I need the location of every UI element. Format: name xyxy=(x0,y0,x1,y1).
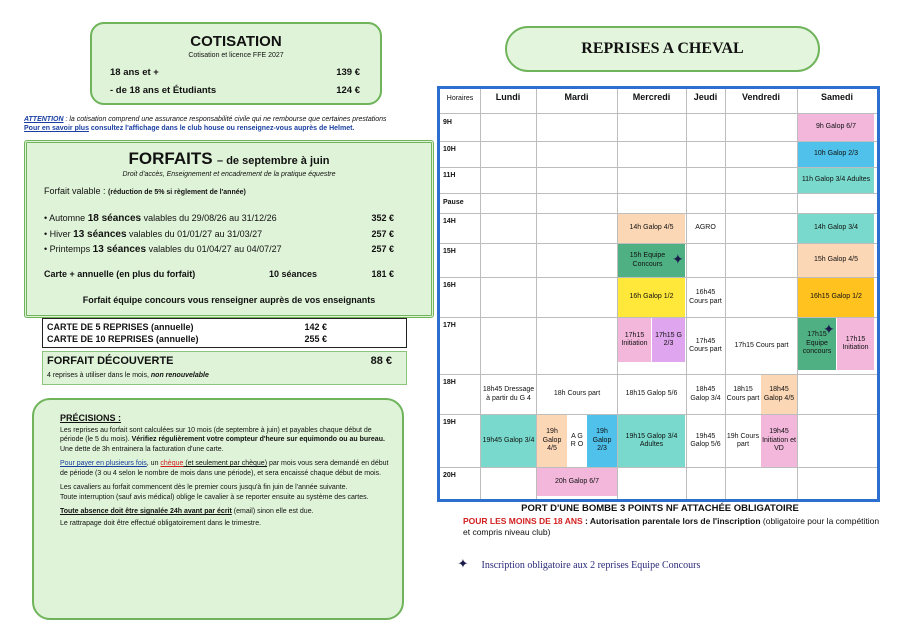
cotisation-price: 124 € xyxy=(336,85,360,96)
forfait-dates: valables du 01/01/27 au 31/03/27 xyxy=(126,229,263,239)
col-header-vendredi: Vendredi xyxy=(741,92,780,102)
carte-annuelle-count: 10 séances xyxy=(269,269,318,279)
col-header-mardi: Mardi xyxy=(564,92,589,102)
course-cell: AGRO xyxy=(695,224,716,232)
carte-10-row xyxy=(47,334,327,344)
course-cell: 17h15 Initiation xyxy=(837,318,874,370)
row-header-16h: 16H xyxy=(443,282,456,289)
precisions-paragraph-3: Les cavaliers au forfait commencent dès le premier cours jusqu'à fin juin de l'année suivante. xyxy=(60,484,348,491)
cotisation-label: - de 18 ans et Étudiants xyxy=(110,85,217,96)
forfait-line-printemps xyxy=(44,244,394,255)
attention-note xyxy=(24,115,424,133)
forfaits-title xyxy=(27,149,431,169)
precisions-paragraph-5: Toute absence doit être signalée 24h avant par écrit (email) sinon elle est due. xyxy=(60,508,314,515)
moins-18-notice xyxy=(463,516,883,538)
course-cell: 14h Galop 3/4 xyxy=(798,214,874,243)
attention-more-text: consultez l'affichage dans le club house ou renseignez-vous auprès de Helmet. xyxy=(88,125,355,132)
course-cell: 18h15 Cours part xyxy=(726,386,760,402)
course-cell: 10h Galop 2/3 xyxy=(798,142,874,167)
course-cell: 19h45 Galop 3/4 xyxy=(481,415,536,467)
inscription-text: Inscription obligatoire aux 2 reprises Equipe Concours xyxy=(481,560,701,571)
forfaits-valable xyxy=(44,186,246,196)
forfaits-valable-note: (réduction de 5% si règlement de l'année) xyxy=(108,189,246,196)
precisions-paragraph-4: Toute interruption (sauf avis médical) oblige le cavalier à se reporter ensuite au système des cartes. xyxy=(60,493,369,501)
row-header-15h: 15H xyxy=(443,248,456,255)
forfait-line-hiver xyxy=(44,229,394,240)
row-header-10h: 10H xyxy=(443,146,456,153)
course-cell: 15h Equipe Concours xyxy=(618,244,685,277)
attention-more-label: Pour en savoir plus xyxy=(24,125,89,132)
course-cell: 16h15 Galop 1/2 xyxy=(798,278,874,317)
carte-price: 255 € xyxy=(304,334,327,344)
col-header-horaires: Horaires xyxy=(446,95,474,102)
forfaits-box xyxy=(24,140,434,318)
carte-annuelle-line xyxy=(44,269,394,279)
forfait-line-automne xyxy=(44,213,394,224)
course-cell: 18h45 Galop 4/5 xyxy=(761,375,797,414)
course-cell: 11h Galop 3/4 Adultes xyxy=(798,168,874,193)
course-cell: 17h15 Equipe concours xyxy=(798,318,836,370)
course-cell: 17h15 Cours part xyxy=(734,341,789,349)
forfait-price: 257 € xyxy=(371,229,394,239)
forfaits-title-main: FORFAITS xyxy=(128,149,213,168)
course-cell: 9h Galop 6/7 xyxy=(798,114,874,141)
course-cell: A G R O xyxy=(570,432,584,448)
course-cell: 17h45 Cours part xyxy=(689,337,722,353)
row-header-19h: 19H xyxy=(443,419,456,426)
decouverte-title: FORFAIT DÉCOUVERTE xyxy=(47,355,174,367)
carte-label: CARTE DE 5 REPRISES (annuelle) xyxy=(47,322,194,332)
cotisation-title: COTISATION xyxy=(190,33,282,50)
forfait-price: 257 € xyxy=(371,244,394,254)
forfait-equipe-note: Forfait équipe concours vous renseigner auprès de vos enseignants xyxy=(82,295,376,305)
attention-text: : la cotisation comprend une assurance responsabilité civile qui ne rembourse que certaines prestations xyxy=(63,116,387,123)
decouverte-sub-text: 4 reprises à utiliser dans le mois, xyxy=(47,372,151,379)
decouverte-sub-italic: non renouvelable xyxy=(150,372,209,379)
inscription-notice xyxy=(457,556,877,572)
port-bombe-notice: PORT D'UNE BOMBE 3 POINTS NF ATTACHÉE OBLIGATOIRE xyxy=(521,503,799,514)
carte-annuelle-price: 181 € xyxy=(371,269,394,279)
four-point-star-icon: ✦ xyxy=(457,556,469,571)
decouverte-box xyxy=(42,351,407,385)
col-header-jeudi: Jeudi xyxy=(693,92,718,102)
forfaits-subtitle: Droit d'accès, Enseignement et encadrement de la pratique équestre xyxy=(122,171,336,178)
course-cell: 18h15 Galop 5/6 xyxy=(625,390,678,398)
course-cell: 18h45 Galop 3/4 xyxy=(690,386,721,402)
row-header-14h: 14H xyxy=(443,218,456,225)
row-header-18h: 18H xyxy=(443,379,456,386)
row-header-17h: 17H xyxy=(443,322,456,329)
course-cell: 20h Galop 6/7 xyxy=(537,468,617,496)
row-header-9h: 9H xyxy=(443,119,452,126)
carte-price: 142 € xyxy=(304,322,327,332)
precisions-paragraph-2: Pour payer en plusieurs fois, un chèque (et seulement par chèque) par mois vous sera demandé en début de période (3 ou 4 selon le nombre de mois dans une période), et sera encaissé chaque début de mois. xyxy=(60,460,389,477)
course-cell: 15h Galop 4/5 xyxy=(798,244,874,277)
course-cell: 19h45 Initiation et VD xyxy=(761,415,797,467)
col-header-samedi: Samedi xyxy=(820,92,853,102)
forfait-dates: valables du 01/04/27 au 04/07/27 xyxy=(146,244,282,254)
carte-5-row xyxy=(47,322,327,332)
forfait-season: • Printemps xyxy=(44,244,93,254)
col-header-lundi: Lundi xyxy=(495,92,521,102)
col-header-mercredi: Mercredi xyxy=(632,92,671,102)
moins-18-label: POUR LES MOINS DE 18 ANS xyxy=(463,516,583,526)
moins-18-rest: (obligatoire pour la compétition et compris niveau club) xyxy=(463,516,880,537)
cotisation-price: 139 € xyxy=(336,67,360,78)
forfait-season: • Hiver xyxy=(44,229,74,239)
course-cell: 16h Galop 1/2 xyxy=(618,278,685,317)
four-point-star-icon: ✦ xyxy=(672,251,684,267)
decouverte-subtitle xyxy=(47,372,209,379)
course-cell: 18h Cours part xyxy=(553,390,601,398)
cotisation-box xyxy=(90,22,382,105)
course-cell: 17h15 G 2/3 xyxy=(652,318,685,362)
forfait-price: 352 € xyxy=(371,213,394,223)
cotisation-row-adult xyxy=(110,67,360,78)
forfaits-valable-label: Forfait valable : xyxy=(44,186,106,196)
forfait-count: 13 séances xyxy=(73,229,127,240)
course-cell: 19h15 Galop 3/4 Adultes xyxy=(618,415,685,467)
decouverte-price: 88 € xyxy=(370,355,392,367)
forfaits-title-suffix: – de septembre à juin xyxy=(217,155,330,167)
precisions-title: PRÉCISIONS : xyxy=(60,413,122,423)
row-header-pause: Pause xyxy=(443,199,464,206)
forfait-count: 18 séances xyxy=(87,213,142,224)
four-point-star-icon: ✦ xyxy=(823,321,835,337)
precisions-paragraph-6: Le rattrapage doit être effectué obligatoirement dans le trimestre. xyxy=(60,519,262,527)
cotisation-label: 18 ans et + xyxy=(110,67,159,78)
moins-18-bold: : Autorisation parentale lors de l'inscription xyxy=(582,516,761,526)
course-cell: 18h45 Dressage à partir du G 4 xyxy=(482,386,535,402)
row-header-20h: 20H xyxy=(443,472,456,479)
attention-label: ATTENTION xyxy=(24,116,64,123)
forfait-season: • Automne xyxy=(44,213,88,223)
course-cell: 17h15 Initiation xyxy=(618,318,651,362)
carte-annuelle-label: Carte + annuelle (en plus du forfait) xyxy=(44,269,196,279)
course-cell: 14h Galop 4/5 xyxy=(618,214,685,243)
cotisation-row-junior xyxy=(110,85,360,96)
course-cell: 19h Cours part xyxy=(726,432,760,448)
forfait-dates: valables du 29/08/26 au 31/12/26 xyxy=(141,213,277,223)
schedule-table xyxy=(437,86,880,502)
precisions-paragraph-1: Les reprises au forfait sont calculées sur 10 mois (de septembre à juin) et payables chaque début de période (le 5 du mois). Vérifiez régulièrement votre compteur d'heure sur equimondo ou au bureau. Une dette de 3h entrainera la facturation d'une carte. xyxy=(60,426,385,453)
precisions-box xyxy=(32,398,404,620)
cartes-box xyxy=(42,318,407,348)
decouverte-title-row xyxy=(47,355,392,367)
forfait-count: 13 séances xyxy=(92,244,147,255)
course-cell: 19h45 Galop 5/6 xyxy=(690,432,721,448)
course-cell: 19h Galop 2/3 xyxy=(587,415,617,467)
course-cell: 19h Galop 4/5 xyxy=(537,415,567,467)
course-cell: 16h45 Cours part xyxy=(689,289,722,305)
row-header-11h: 11H xyxy=(443,172,456,179)
reprises-title: REPRISES A CHEVAL xyxy=(505,26,820,72)
carte-label: CARTE DE 10 REPRISES (annuelle) xyxy=(47,334,199,344)
cotisation-subtitle: Cotisation et licence FFE 2027 xyxy=(188,52,284,59)
